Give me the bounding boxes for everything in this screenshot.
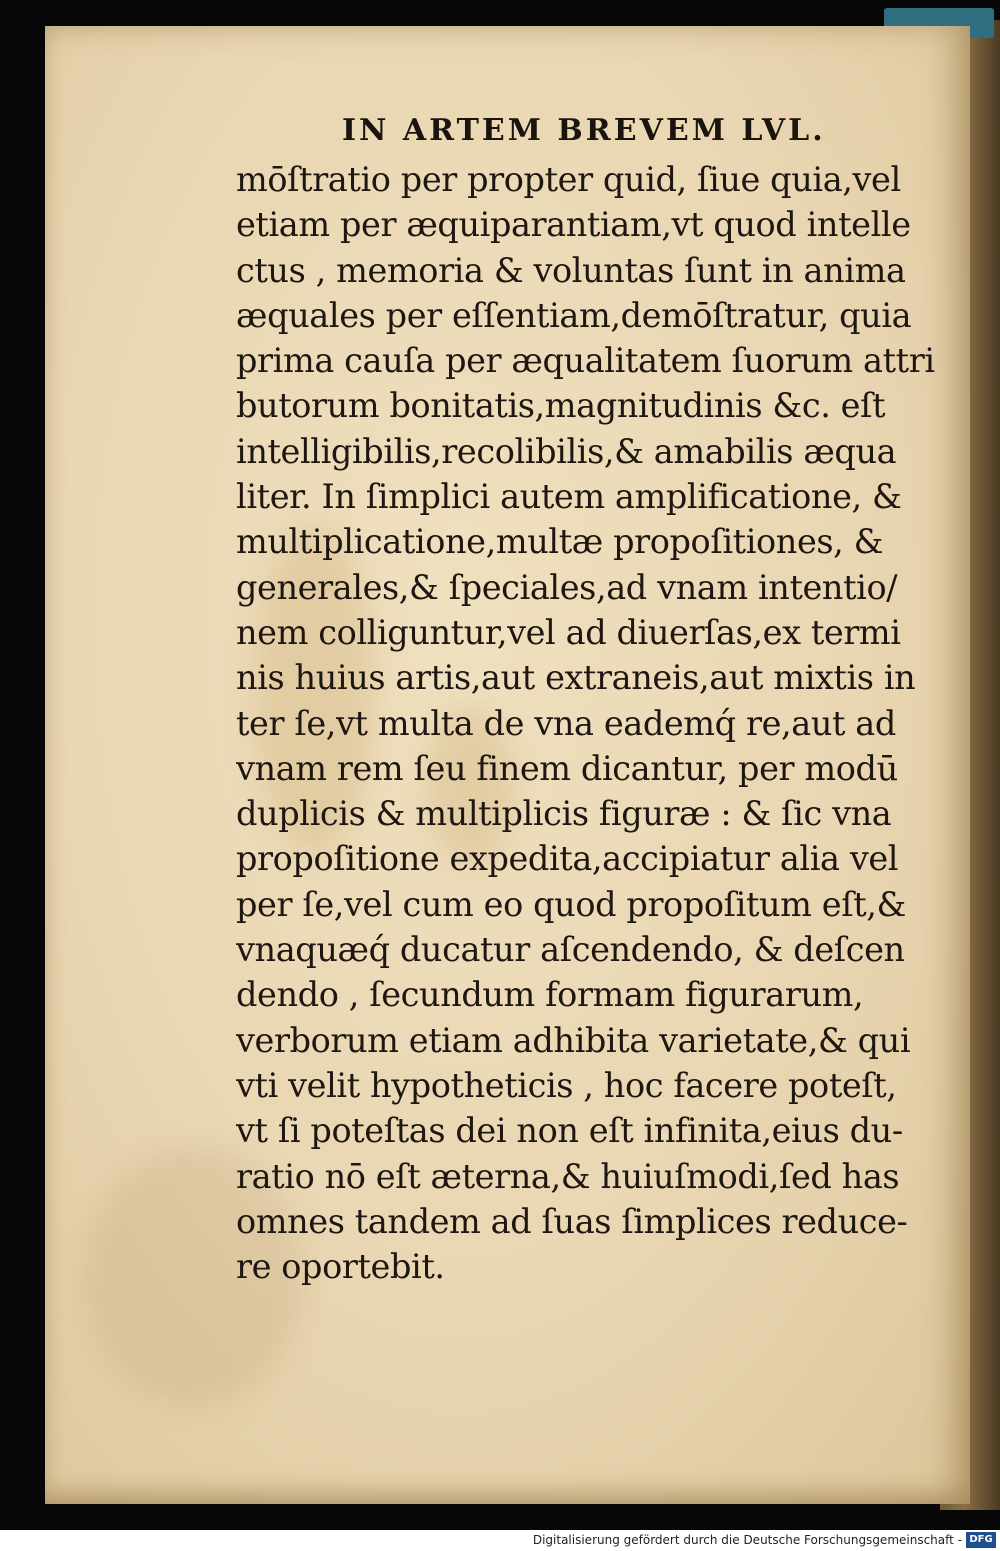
- text-line: duplicis & multiplicis figuræ : & ſic vna: [236, 794, 892, 834]
- dfg-logo: DFG: [966, 1532, 996, 1548]
- text-line: liter. In ſimplici autem amplificatione, &: [236, 477, 902, 517]
- text-line: vnam rem ſeu finem dicantur, per modū: [236, 748, 898, 788]
- text-line: re oportebit.: [236, 1247, 445, 1287]
- body-text: [236, 157, 941, 1289]
- text-line: mōſtratio per propter quid, ſiue quia,vel: [236, 160, 901, 199]
- text-line: etiam per æquiparantiam,vt quod intelle: [236, 205, 911, 245]
- text-line: dendo , ſecundum formam figurarum,: [236, 975, 864, 1015]
- text-line: generales,& ſpeciales,ad vnam intentio/: [236, 567, 898, 607]
- running-title: IN ARTEM BREVEM LVL.: [342, 113, 826, 148]
- text-line: omnes tandem ad ſuas ſimplices reduce-: [236, 1201, 908, 1241]
- text-line: prima cauſa per æqualitatem ſuorum attri: [236, 341, 935, 381]
- text-line: per ſe,vel cum eo quod propoſitum eſt,&: [236, 884, 906, 924]
- text-line: multiplicatione,multæ propoſitiones, &: [236, 522, 884, 562]
- text-line: vnaquæq́ ducatur aſcendendo, & deſcen: [236, 930, 905, 970]
- text-line: nem colliguntur,vel ad diuerſas,ex termi: [236, 612, 901, 652]
- text-line: propoſitione expedita,accipiatur alia vel: [236, 839, 899, 879]
- funding-credit: Digitalisierung gefördert durch die Deutsche Forschungsgemeinschaft -: [532, 1533, 962, 1547]
- text-line: nis huius artis,aut extraneis,aut mixtis in: [236, 658, 916, 698]
- text-line: verborum etiam adhibita varietate,& qui: [236, 1020, 911, 1060]
- text-line: intelligibilis,recolibilis,& amabilis æqua: [236, 431, 897, 471]
- text-line: ter ſe,vt multa de vna eademq́ re,aut ad: [236, 703, 896, 743]
- text-line: ratio nō eſt æterna,& huiuſmodi,ſed has: [236, 1156, 900, 1196]
- text-line: vt ſi poteſtas dei non eſt infinita,eius du-: [236, 1111, 903, 1151]
- text-line: butorum bonitatis,magnitudinis &c. eſt: [236, 386, 886, 426]
- text-line: vti velit hypotheticis , hoc facere poteſt,: [236, 1065, 897, 1105]
- text-line: ctus , memoria & voluntas ſunt in anima: [236, 250, 906, 290]
- text-line: æquales per eſſentiam,demōſtratur, quia: [236, 295, 912, 335]
- credit-bar: [0, 1530, 1000, 1551]
